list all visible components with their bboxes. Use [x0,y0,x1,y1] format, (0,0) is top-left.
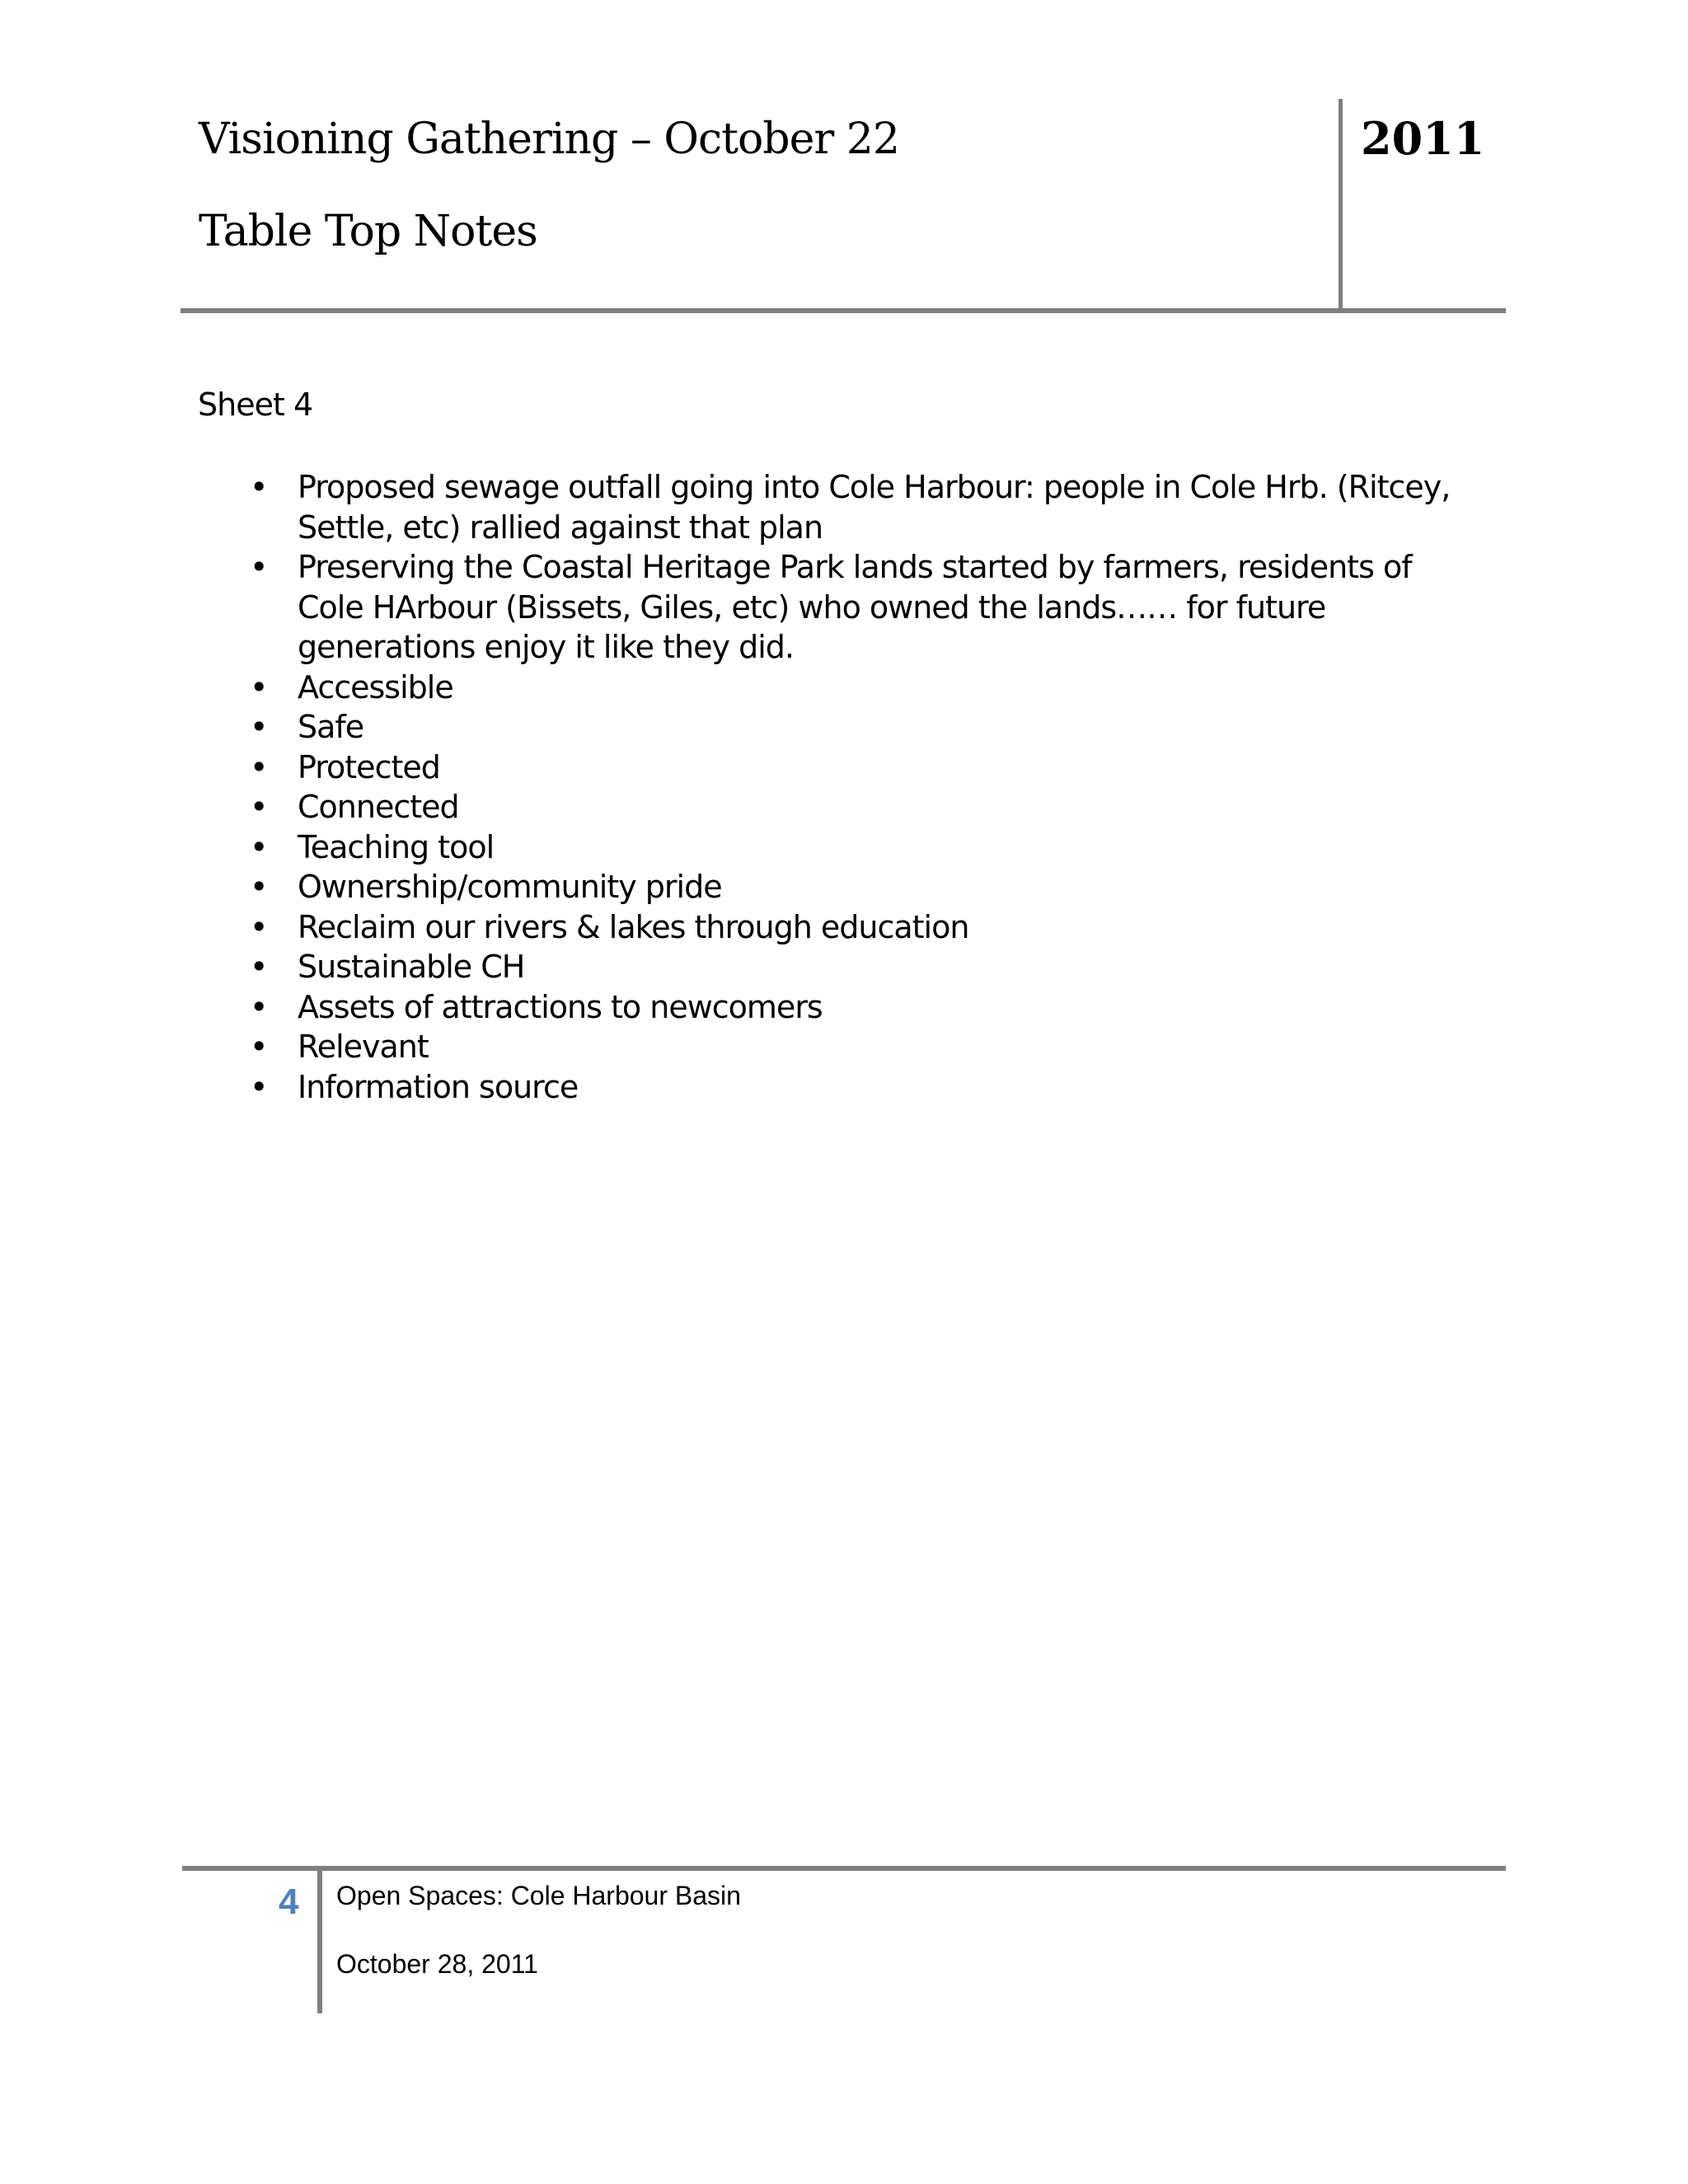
list-item [247,947,1484,987]
list-item-text: Reclaim our rivers & lakes through education [298,908,969,945]
list-item-text: Proposed sewage outfall going into Cole Harbour: people in Cole Hrb. (Ritcey, Settle, etc) rallied against that plan [298,469,1451,546]
document-title: Visioning Gathering – October 22 [199,115,899,164]
bullet-icon: • [250,908,268,945]
list-item [247,1027,1484,1067]
footer-date: October 28, 2011 [336,1949,538,1979]
list-item [247,827,1484,868]
list-item [247,707,1484,748]
bullet-icon: • [250,709,268,745]
list-item-text: Relevant [298,1029,429,1065]
sheet-label: Sheet 4 [198,387,313,423]
list-item-text: Connected [298,789,459,825]
list-item-text: Sustainable CH [298,949,525,985]
bullet-icon: • [250,949,268,985]
page-header [181,99,1506,312]
list-item-text: Information source [298,1068,579,1105]
bullet-icon: • [250,988,268,1025]
list-item-text: Accessible [298,668,453,705]
bullet-icon: • [250,668,268,705]
page-number: 4 [279,1882,299,1922]
list-item [247,547,1484,668]
bullet-icon: • [250,1068,268,1105]
bullet-icon: • [250,789,268,825]
list-item [247,987,1484,1028]
list-item-text: Ownership/community pride [298,869,722,905]
bullet-icon: • [250,549,268,585]
footer-title: Open Spaces: Cole Harbour Basin [336,1881,741,1910]
list-item [247,907,1484,948]
list-item [247,867,1484,907]
list-item [247,1067,1484,1108]
header-rule [181,308,1506,313]
list-item [247,467,1484,547]
header-year: 2011 [1361,112,1485,165]
bullet-icon: • [250,1029,268,1065]
list-item-text: Safe [298,709,364,745]
bullet-icon: • [250,869,268,905]
bullet-icon: • [250,748,268,785]
list-item-text: Assets of attractions to newcomers [298,988,823,1025]
header-vertical-divider [1339,99,1343,312]
document-subtitle: Table Top Notes [199,207,537,256]
bullet-icon: • [250,469,268,505]
list-item [247,787,1484,827]
bullet-icon: • [250,828,268,865]
list-item [247,668,1484,708]
list-item-text: Teaching tool [298,828,495,865]
list-item-text: Preserving the Coastal Heritage Park lands started by farmers, residents of Cole HArbour (Bissets, Giles, etc) who owned the lands…… for future generations enjoy it like they did. [298,549,1412,665]
footer-rule [182,1866,1506,1871]
list-item-text: Protected [298,748,440,785]
footer-vertical-divider [317,1868,322,2013]
notes-list [247,467,1484,1107]
list-item [247,748,1484,788]
